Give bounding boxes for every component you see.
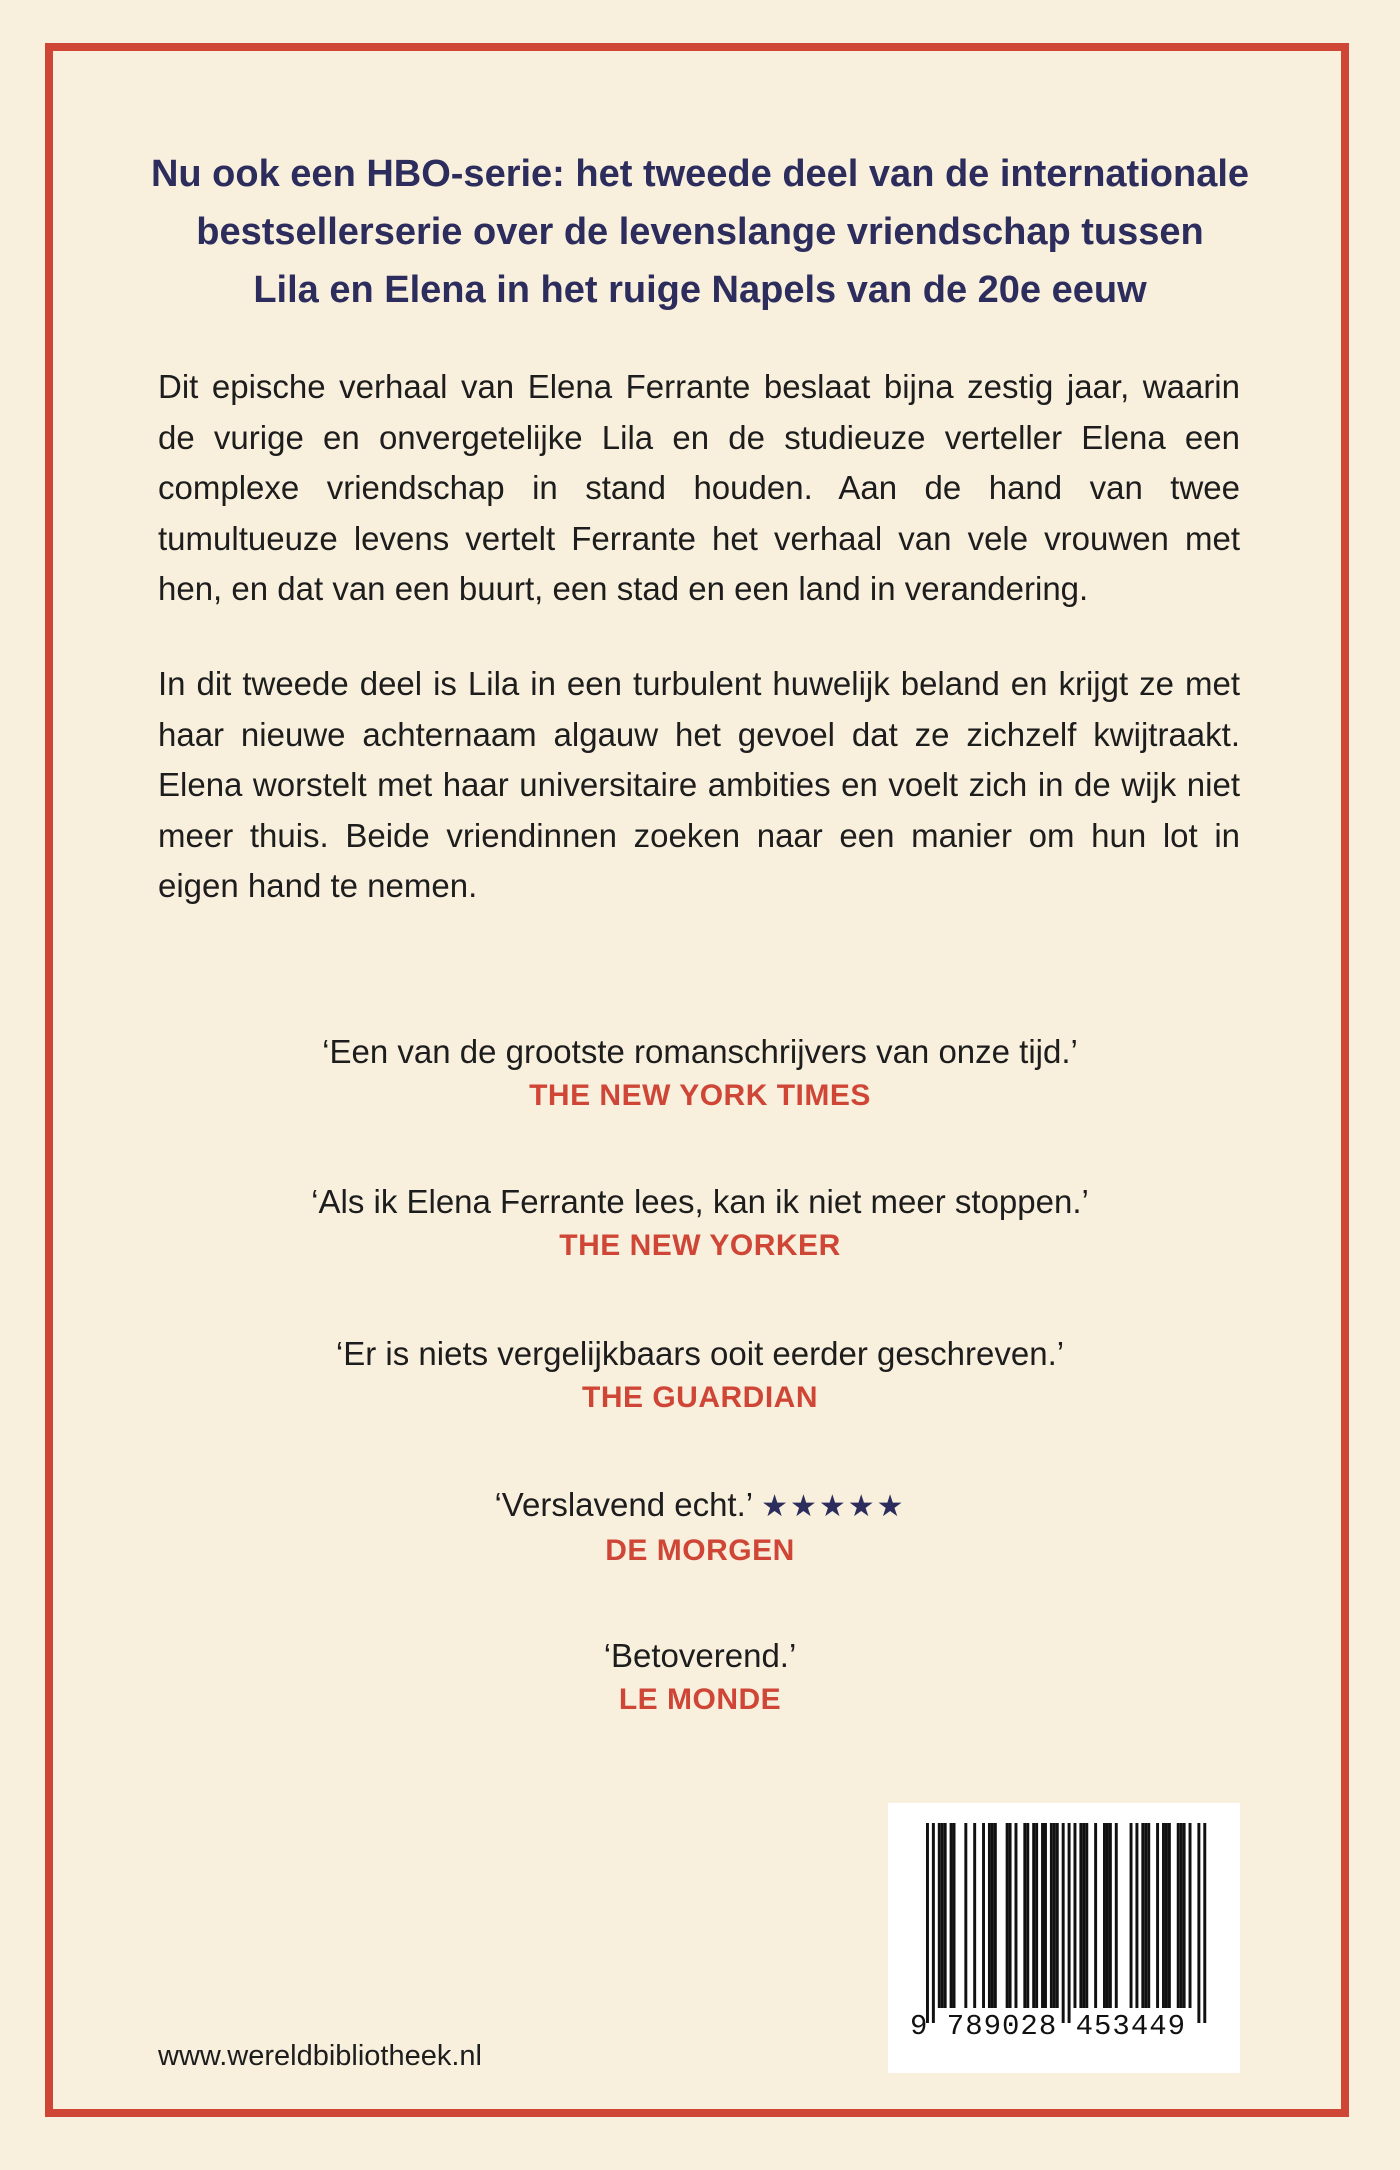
- quote-text: ‘Een van de grootste romanschrijvers van onze tijd.’: [322, 1033, 1078, 1070]
- quote-source: DE MORGEN: [605, 1534, 795, 1567]
- barcode-bar: [1156, 1823, 1159, 2008]
- quote-source: THE GUARDIAN: [582, 1381, 818, 1414]
- review-quote: [200, 1634, 1200, 1722]
- headline: [100, 145, 1300, 319]
- review-quote: [200, 1483, 1200, 1573]
- barcode-bar: [1168, 1823, 1171, 2008]
- barcode-bar: [941, 1823, 944, 2008]
- quote-text: ‘Er is niets vergelijkbaars ooit eerder geschreven.’: [335, 1335, 1065, 1372]
- barcode-bar: [1068, 1823, 1071, 2023]
- barcode-bar: [973, 1823, 976, 2008]
- barcode-bar: [991, 1823, 994, 2008]
- quote-text: ‘Als ik Elena Ferrante lees, kan ik niet meer stoppen.’: [311, 1183, 1089, 1220]
- barcode-bar: [1032, 1823, 1035, 2008]
- isbn-number: 9 789028 453449: [910, 2010, 1187, 2043]
- review-quote: [200, 1332, 1200, 1420]
- barcode-bar: [1183, 1823, 1186, 2008]
- quote-text-line: [200, 1483, 1200, 1529]
- barcode-bar: [1023, 1823, 1026, 2008]
- barcode-bar: [1094, 1823, 1097, 2008]
- review-quote: [200, 1030, 1200, 1118]
- barcode-bar: [932, 1823, 935, 2023]
- barcode-bar: [1053, 1823, 1056, 2008]
- barcode-bar: [1203, 1823, 1206, 2023]
- description-paragraph: In dit tweede deel is Lila in een turbulent huwelijk beland en krijgt ze met haar nieuwe achternaam algauw het gevoel dat ze zichzelf kwijtraakt. Elena worstelt met haar universitaire ambities en voelt zich in de wijk niet meer thuis. Beide vriendinnen zoeken naar een manier om hun lot in eigen hand te nemen.: [158, 665, 1240, 904]
- barcode-bar: [1056, 1823, 1059, 2008]
- barcode-bar: [1189, 1823, 1192, 2008]
- barcode-bar: [1130, 1823, 1133, 2008]
- quote-text: ‘Betoverend.’: [603, 1637, 797, 1674]
- barcode-bar: [1050, 1823, 1053, 2008]
- barcode-bar: [964, 1823, 967, 2008]
- barcode-bar: [953, 1823, 956, 2008]
- barcode-bar: [1115, 1823, 1118, 2008]
- review-quote: [200, 1180, 1200, 1268]
- publisher-website: www.wereldbibliotheek.nl: [158, 2040, 482, 2072]
- quote-text: ‘Verslavend echt.’: [494, 1486, 752, 1523]
- quote-source: THE NEW YORK TIMES: [529, 1079, 871, 1112]
- barcode-bar: [1085, 1823, 1088, 2008]
- barcode-bar: [982, 1823, 985, 2008]
- barcode-bar: [1103, 1823, 1106, 2008]
- barcode-bar: [1109, 1823, 1112, 2008]
- barcode-bar: [1026, 1823, 1029, 2008]
- barcode-bar: [1009, 1823, 1012, 2008]
- barcode-bar: [1082, 1823, 1085, 2008]
- barcode-bar: [1197, 1823, 1200, 2023]
- barcode-bar: [1180, 1823, 1183, 2008]
- barcode-bar: [1074, 1823, 1077, 2008]
- barcode-bar: [1144, 1823, 1147, 2008]
- barcode-bar: [1079, 1823, 1082, 2008]
- barcode-bar: [1015, 1823, 1018, 2008]
- description-paragraph: Dit epische verhaal van Elena Ferrante beslaat bijna zestig jaar, waarin de vurige en onvergetelijke Lila en de studieuze verteller Elena een complexe vriendschap in stand houden. Aan de hand van twee tumultueuze levens vertelt Ferrante het verhaal van vele vrouwen met hen, en dat van een buurt, een stad en een land in verandering.: [158, 368, 1240, 607]
- quote-source: THE NEW YORKER: [559, 1229, 841, 1262]
- star-rating-icon: ★★★★★: [761, 1490, 906, 1523]
- barcode-bar: [1162, 1823, 1165, 2008]
- barcode-bar: [1147, 1823, 1150, 2008]
- barcode-bar: [950, 1823, 953, 2008]
- barcode-bar: [1135, 1823, 1138, 2008]
- barcode-bar: [944, 1823, 947, 2008]
- barcode-bar: [1177, 1823, 1180, 2008]
- barcode-bar: [1062, 1823, 1065, 2023]
- barcode-bar: [1035, 1823, 1038, 2008]
- barcode-bar: [1006, 1823, 1009, 2008]
- barcode-bar: [1044, 1823, 1047, 2008]
- barcode-bar: [938, 1823, 941, 2008]
- barcode-bar: [1041, 1823, 1044, 2008]
- headline-line: bestsellerserie over de levenslange vriendschap tussen: [196, 211, 1204, 253]
- barcode-bar: [926, 1823, 929, 2023]
- headline-line: Nu ook een HBO-serie: het tweede deel van de internationale: [150, 153, 1250, 195]
- headline-line: Lila en Elena in het ruige Napels van de 20e eeuw: [253, 269, 1147, 311]
- barcode-bar: [1141, 1823, 1144, 2008]
- barcode-bar: [994, 1823, 997, 2008]
- barcode-bar: [1165, 1823, 1168, 2008]
- barcode-bar: [1106, 1823, 1109, 2008]
- quote-source: LE MONDE: [618, 1683, 782, 1716]
- barcode-bar: [988, 1823, 991, 2008]
